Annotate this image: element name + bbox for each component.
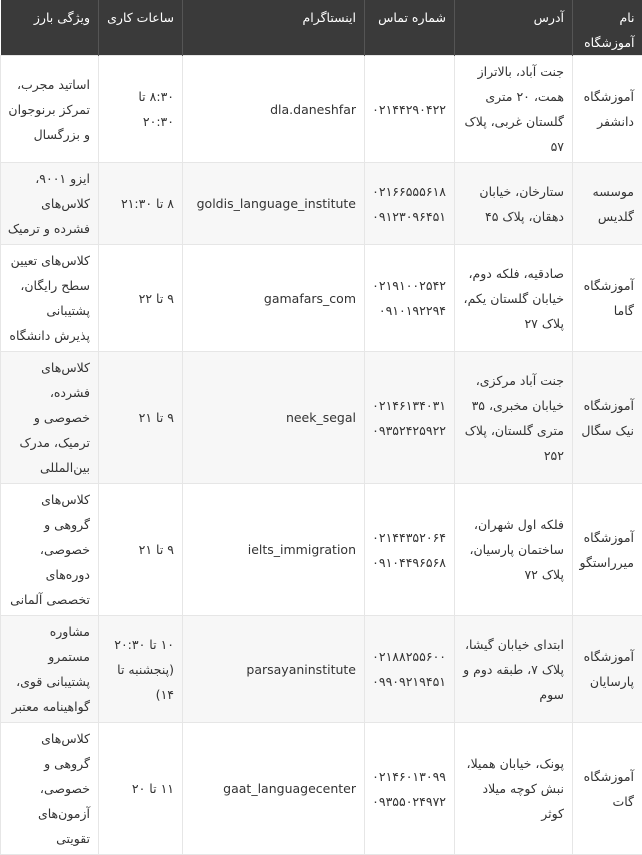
phone-number: ۰۹۱۰۱۹۲۲۹۴ [371,298,446,323]
cell-feature: مشاوره مستمرو پشتیبانی قوی، گواهینامه معتبر [1,616,99,723]
cell-phone [365,723,455,855]
cell-instagram: gamafars_com [183,245,365,352]
cell-name: آموزشگاه پارسایان [573,616,642,723]
table-row [1,484,642,616]
cell-instagram: gaat_languagecenter [183,723,365,855]
header-name: نام آموزشگاه [573,0,642,56]
table-row [1,163,642,245]
cell-hours: ۸:۳۰ تا ۲۰:۳۰ [99,56,183,163]
cell-address: فلکه اول شهران، ساختمان پارسیان، پلاک ۷۲ [455,484,573,616]
cell-hours: ۹ تا ۲۱ [99,484,183,616]
table-row [1,56,642,163]
cell-name: موسسه گلدیس [573,163,642,245]
cell-phone [365,616,455,723]
cell-phone [365,163,455,245]
phone-number: ۰۲۱۸۸۲۵۵۶۰۰ [371,644,446,669]
cell-feature: کلاس‌های گروهی و خصوصی، آزمون‌های تقویتی [1,723,99,855]
cell-hours: ۱۱ تا ۲۰ [99,723,183,855]
cell-name: آموزشگاه دانشفر [573,56,642,163]
cell-phone [365,484,455,616]
phone-number: ۰۹۹۰۹۲۱۹۴۵۱ [371,669,446,694]
phone-number: ۰۲۱۴۶۱۳۴۰۳۱ [371,393,446,418]
header-phone: شماره تماس [365,0,455,56]
table-row [1,723,642,855]
cell-feature: کلاس‌های تعیین سطح رایگان، پشتیبانی پذیرش دانشگاه [1,245,99,352]
phone-number: ۰۲۱۴۴۲۹۰۴۲۲ [371,97,446,122]
cell-feature: کلاس‌های گروهی و خصوصی، دوره‌های تخصصی آلمانی [1,484,99,616]
cell-feature: ایزو ۹۰۰۱، کلاس‌های فشرده و ترمیک [1,163,99,245]
table-row [1,245,642,352]
cell-hours: ۹ تا ۲۱ [99,352,183,484]
cell-name: آموزشگاه گاما [573,245,642,352]
cell-phone [365,352,455,484]
phone-number: ۰۲۱۹۱۰۰۲۵۴۲ [371,273,446,298]
cell-address: جنت آباد مرکزی، خیابان مخبری، ۳۵ متری گلستان، پلاک ۲۵۲ [455,352,573,484]
phone-number: ۰۹۳۵۵۰۲۴۹۷۲ [371,789,446,814]
header-address: آدرس [455,0,573,56]
cell-instagram: ielts_immigration [183,484,365,616]
header-hours: ساعات کاری [99,0,183,56]
cell-address: پونک، خیابان همیلا، نبش کوچه میلاد کوثر [455,723,573,855]
table-body [1,56,642,855]
table-header [1,0,642,56]
cell-phone [365,56,455,163]
header-feature: ویژگی بارز [1,0,99,56]
cell-address: جنت آباد، بالاتراز همت، ۲۰ متری گلستان غربی، پلاک ۵۷ [455,56,573,163]
cell-instagram: neek_segal [183,352,365,484]
phone-number: ۰۹۳۵۲۴۲۵۹۲۲ [371,418,446,443]
cell-instagram: dla.daneshfar [183,56,365,163]
header-row [1,0,642,56]
header-instagram: اینستاگرام [183,0,365,56]
cell-feature: کلاس‌های فشرده، خصوصی و ترمیک، مدرک بین‌المللی [1,352,99,484]
phone-number: ۰۲۱۶۶۵۵۵۶۱۸ [371,179,446,204]
cell-address: صادقیه، فلکه دوم، خیابان گلستان یکم، پلاک ۲۷ [455,245,573,352]
phone-number: ۰۹۱۰۴۴۹۶۵۶۸ [371,550,446,575]
table-row [1,616,642,723]
cell-address: ابتدای خیابان گیشا، پلاک ۷، طبقه دوم و سوم [455,616,573,723]
cell-hours: ۱۰ تا ۲۰:۳۰ (پنجشنبه تا ۱۴) [99,616,183,723]
cell-name: آموزشگاه گات [573,723,642,855]
cell-instagram: goldis_language_institute [183,163,365,245]
cell-address: ستارخان، خیابان دهقان، پلاک ۴۵ [455,163,573,245]
cell-hours: ۹ تا ۲۲ [99,245,183,352]
cell-hours: ۸ تا ۲۱:۳۰ [99,163,183,245]
phone-number: ۰۹۱۲۳۰۹۶۴۵۱ [371,204,446,229]
cell-instagram: parsayaninstitute [183,616,365,723]
cell-phone [365,245,455,352]
phone-number: ۰۲۱۴۶۰۱۳۰۹۹ [371,764,446,789]
phone-number: ۰۲۱۴۴۳۵۲۰۶۴ [371,525,446,550]
cell-name: آموزشگاه نیک سگال [573,352,642,484]
cell-name: آموزشگاه میرراستگو [573,484,642,616]
cell-feature: اساتید مجرب، تمرکز برنوجوان و بزرگسال [1,56,99,163]
table-row [1,352,642,484]
